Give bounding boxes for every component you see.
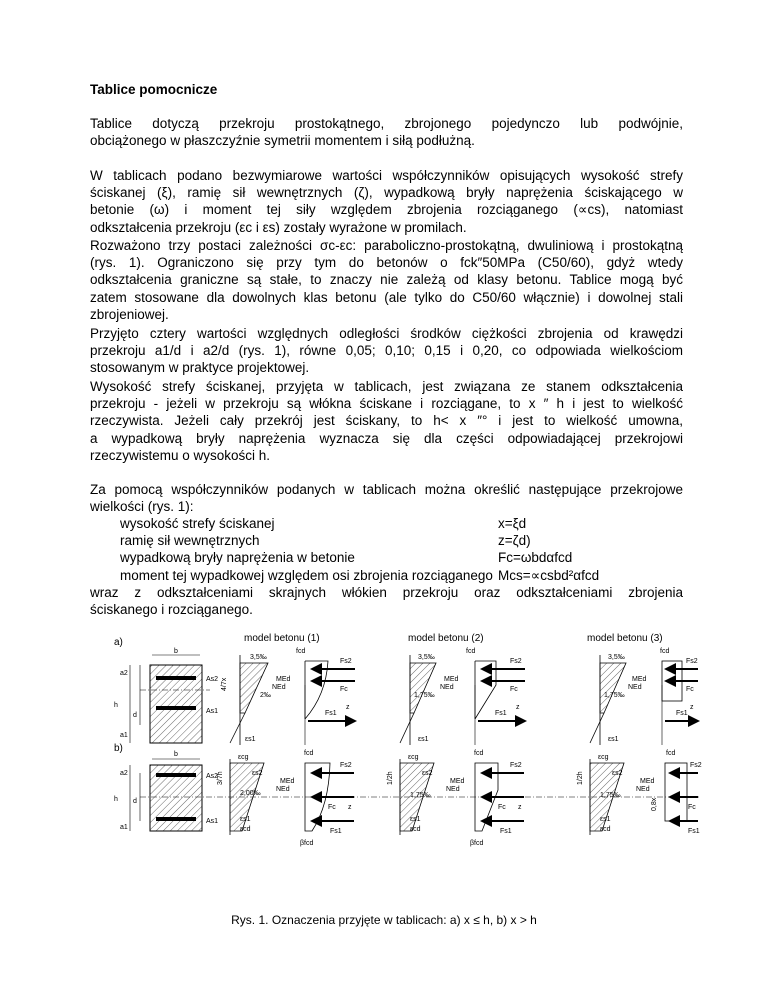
figure-rys-1 (100, 625, 700, 905)
text-line: wielkości (rys. 1): (90, 499, 194, 515)
ned-label: NEd (276, 786, 290, 793)
fs2-label: Fs2 (340, 762, 352, 769)
es2-label: εs2 (422, 770, 433, 777)
ecg-label: εcg (598, 754, 609, 761)
z-label: z (348, 804, 352, 811)
strain-35-label: 3,5‰ (250, 654, 267, 661)
formula-value: Mcs=∝csbd²αfcd (498, 567, 600, 583)
med-label: MEd (280, 778, 295, 785)
fc-label: Fc (328, 804, 336, 811)
as2-label: As2 (206, 676, 219, 683)
fcd-label: fcd (304, 750, 314, 757)
page-title: Tablice pomocnicze (90, 82, 218, 97)
fcd-label: fcd (474, 750, 484, 757)
fc-label: Fc (498, 804, 506, 811)
fcd-label: fcd (660, 648, 670, 655)
paragraph-2 (90, 167, 683, 236)
text-line: obciążonego w płaszczyźnie symetrii momentem i siłą podłużną. (90, 133, 475, 149)
formula-row (90, 567, 690, 584)
diagram-b-model-2 (387, 750, 524, 847)
figure-caption: Rys. 1. Oznaczenia przyjęte w tablicach: a) x ≤ h, b) x > h (231, 913, 537, 927)
formula-label: wypadkową bryły naprężenia w betonie (120, 550, 355, 566)
fc-label: Fc (686, 686, 694, 693)
ned-label: NEd (636, 786, 650, 793)
fcd-label: fcd (466, 648, 476, 655)
fs2-label: Fs2 (510, 658, 522, 665)
paragraph-1 (90, 115, 683, 149)
ecd-label: εcd (410, 826, 421, 833)
fc-label: Fc (340, 686, 348, 693)
fs1-label: Fs1 (676, 710, 688, 717)
formula-row (90, 515, 690, 532)
es1-label: εs1 (240, 816, 251, 823)
ecd-label: εcd (240, 826, 251, 833)
es1-label: εs1 (245, 736, 256, 743)
strain-175-label: 1,75‰ (604, 692, 625, 699)
text-line: zatem stosowane dla dowolnych klas betonu (ale tylko do C50/60 włącznie) i dowolnej stali (90, 289, 683, 305)
beta-fcd-label: βfcd (300, 840, 314, 847)
med-label: MEd (640, 778, 655, 785)
formula-list (90, 515, 690, 584)
cross-section-a (114, 648, 218, 743)
text-line: Tablice dotyczą przekroju prostokątnego, zbrojonego pojedynczo lub podwójnie, (90, 116, 683, 131)
part-b-label: b) (114, 743, 123, 754)
text-line: Przyjęto cztery wartości względnych odległości środków ciężkości zbrojenia od krawędzi (90, 326, 683, 341)
dim-h-label: h (114, 702, 118, 709)
z-label: z (346, 704, 350, 711)
fs1-label: Fs1 (325, 710, 337, 717)
fs1-label: Fs1 (500, 828, 512, 835)
es2-label: εs2 (252, 770, 263, 777)
paragraph-3 (90, 237, 683, 323)
ned-label: NEd (446, 786, 460, 793)
fc-label: Fc (510, 686, 518, 693)
part-a-label: a) (114, 637, 123, 648)
model-3-label: model betonu (3) (587, 633, 663, 644)
formula-row (90, 549, 690, 566)
es1-label: εs1 (600, 816, 611, 823)
fs2-label: Fs2 (686, 658, 698, 665)
dim-12x-label: 1/2h (577, 771, 584, 785)
dim-08x-label: 0,8x (651, 797, 658, 811)
as1-label: As1 (206, 818, 219, 825)
text-line: odkształcenia przekroju (εc i εs) zostały wyrażone w promilach. (90, 219, 467, 235)
ecg-label: εcg (408, 754, 419, 761)
fcd-label: fcd (296, 648, 306, 655)
z-label: z (690, 704, 694, 711)
es1-label: εs1 (418, 736, 429, 743)
a2-label: a2 (120, 770, 128, 777)
text-line: zbrojeniowej. (90, 306, 169, 322)
z-label: z (518, 804, 522, 811)
formula-label: ramię sił wewnętrznych (120, 533, 260, 549)
dim-37x-label: 3/7h (217, 771, 224, 785)
fs1-label: Fs1 (495, 710, 507, 717)
med-label: MEd (276, 676, 291, 683)
diagram-a-model-2 (400, 648, 525, 745)
text-line: Za pomocą współczynników podanych w tablicach można określić następujące przekrojowe (90, 482, 683, 497)
model-1-label: model betonu (1) (244, 633, 320, 644)
text-line: rzeczywistemu o wysokości h. (90, 447, 271, 463)
formula-row (90, 532, 690, 549)
text-line: betonie (ω) i moment tej siły względem zbrojenia rozciąganego (∝cs), natomiast (90, 202, 683, 218)
es1-label: εs1 (410, 816, 421, 823)
strain-175-label: 1,75‰ (600, 792, 621, 799)
formula-outro (90, 584, 683, 618)
fcd-label: fcd (666, 750, 676, 757)
a1-label: a1 (120, 824, 128, 831)
strain-200-label: 2,00‰ (240, 790, 261, 797)
text-line: stosowanym w praktyce projektowej. (90, 360, 310, 376)
text-line: przekroju - jeżeli w przekroju są włókna ściskane i rozciągane, to x ″ h i jest to wielkość (90, 396, 683, 412)
text-line: wraz z odkształceniami skrajnych włókien przekroju oraz odkształceniami zbrojenia (90, 585, 683, 600)
text-line: Rozważono trzy postaci zależności σc-εc: paraboliczno-prostokątną, dwuliniową i prostokątną (90, 238, 683, 253)
es1-label: εs1 (608, 736, 619, 743)
diagram-b-model-1 (217, 750, 354, 847)
dim-12x-label: 1/2h (387, 771, 394, 785)
fs2-label: Fs2 (690, 762, 702, 769)
beta-fcd-label: βfcd (470, 840, 484, 847)
text-line: przekroju a1/d i a2/d (rys. 1), równe 0,05; 0,10; 0,15 i 0,20, co odpowiada wielkościom (90, 343, 683, 359)
paragraph-5 (90, 378, 683, 464)
as1-label: As1 (206, 708, 219, 715)
ned-label: NEd (272, 684, 286, 691)
fc-label: Fc (688, 804, 696, 811)
text-line: ściskanego i rozciąganego. (90, 602, 253, 618)
diagram-a-model-1 (221, 648, 355, 745)
text-line: rzeczywista. Jeżeli cały przekrój jest ściskany, to h< x ″° i jest to wielkość umowna, (90, 413, 683, 429)
diagram-a-model-3 (590, 648, 698, 745)
formula-value: Fc=ωbdαfcd (498, 550, 573, 566)
ned-label: NEd (628, 684, 642, 691)
fs1-label: Fs1 (330, 828, 342, 835)
a1-label: a1 (120, 732, 128, 739)
diagram-b-model-3 (577, 750, 702, 835)
ned-label: NEd (440, 684, 454, 691)
ecg-label: εcg (238, 754, 249, 761)
dim-b-label: b (174, 648, 178, 655)
text-line: ściskanej (ξ), ramię sił wewnętrznych (ζ), wypadkową bryły naprężenia ściskającego w (90, 185, 683, 201)
dim-b-label: b (174, 751, 178, 758)
med-label: MEd (632, 676, 647, 683)
dim-d-label: d (133, 712, 137, 719)
strain-35-label: 3,5‰ (608, 654, 625, 661)
formula-label: moment tej wypadkowej względem osi zbrojenia rozciąganego (120, 567, 493, 583)
text-line: odkształcenia graniczne są stałe, to znaczy nie zależą od klasy betonu. Tablice mogą być (90, 272, 683, 288)
strain-35-label: 3,5‰ (418, 654, 435, 661)
dim-h-label: h (114, 796, 118, 803)
formula-value: z=ζd) (498, 533, 531, 549)
model-2-label: model betonu (2) (408, 633, 484, 644)
med-label: MEd (444, 676, 459, 683)
fs2-label: Fs2 (340, 658, 352, 665)
as2-label: As2 (206, 773, 219, 780)
med-label: MEd (450, 778, 465, 785)
a2-label: a2 (120, 670, 128, 677)
es2-label: εs2 (612, 770, 623, 777)
text-line: a wypadkową bryły naprężenia wyznacza się dla części odpowiadającej przekrojowi (90, 430, 683, 446)
z-label: z (516, 704, 520, 711)
text-line: Wysokość strefy ściskanej, przyjęta w tablicach, jest związana ze stanem odkształcenia (90, 379, 683, 394)
text-line: (rys. 1). Ograniczono się przy tym do betonów o fck″50MPa (C50/60), gdyż wtedy (90, 255, 683, 271)
paragraph-4 (90, 325, 683, 377)
strain-175-label: 1,75‰ (414, 692, 435, 699)
text-line: W tablicach podano bezwymiarowe wartości współczynników opisujących wysokość strefy (90, 168, 683, 183)
formula-value: x=ξd (498, 516, 527, 531)
dim-d-label: d (133, 798, 137, 805)
strain-2-label: 2‰ (260, 692, 271, 699)
ecd-label: εcd (600, 826, 611, 833)
formula-label: wysokość strefy ściskanej (120, 516, 275, 531)
dim-47x-label: 4/7x (221, 677, 228, 691)
formula-intro (90, 481, 683, 515)
fs1-label: Fs1 (688, 828, 700, 835)
fs2-label: Fs2 (510, 762, 522, 769)
strain-175-label: 1,75‰ (410, 792, 431, 799)
